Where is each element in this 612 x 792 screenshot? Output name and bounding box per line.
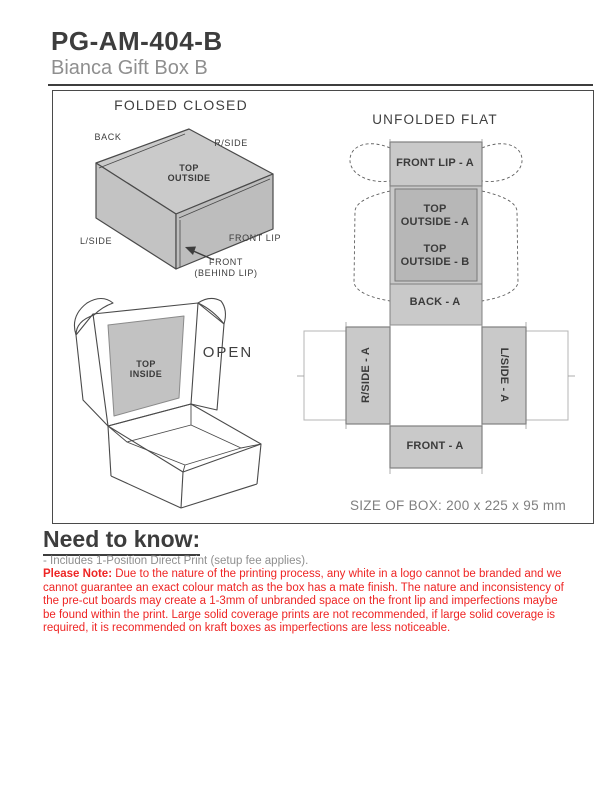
panel-label-top-outside-a: TOP OUTSIDE - A bbox=[400, 203, 470, 228]
label-front-behind-lip: FRONT (BEHIND LIP) bbox=[194, 257, 258, 278]
panel-label-l-side: L/SIDE - A bbox=[498, 347, 510, 403]
please-note-text: Due to the nature of the printing process, any white in a logo cannot be branded and we cannot guarantee an exact colour match as the box has a mate finish. The nature and inconsistency of the pre-cut boards may create a 1-3mm of unbranded space on the front lip and imperfections maybe be found within the print. Large solid coverage prints are not recommended, if large solid coverage is required, it is recommended on kraft boxes as imperfections are less noticeable. bbox=[43, 568, 564, 635]
label-back: BACK bbox=[94, 132, 122, 142]
folded-closed-title: FOLDED CLOSED bbox=[114, 97, 248, 113]
product-name: Bianca Gift Box B bbox=[51, 57, 208, 79]
box-rim bbox=[108, 404, 261, 472]
unfolded-flat-title: UNFOLDED FLAT bbox=[372, 112, 498, 127]
label-top-outside: TOP OUTSIDE bbox=[167, 163, 211, 183]
label-l-side: L/SIDE bbox=[79, 236, 113, 246]
includes-line: - Includes 1-Position Direct Print (setup fee applies). bbox=[43, 555, 309, 567]
bottom-panel bbox=[390, 325, 482, 426]
label-r-side: R/SIDE bbox=[214, 138, 248, 148]
open-box-drawing bbox=[61, 294, 271, 519]
panel-label-top-outside-b: TOP OUTSIDE - B bbox=[400, 243, 470, 268]
panel-label-front-lip: FRONT LIP - A bbox=[396, 157, 474, 169]
left-tuck-flap bbox=[304, 331, 346, 420]
panel-label-front: FRONT - A bbox=[406, 440, 464, 452]
lid-side-flap-left bbox=[76, 314, 108, 426]
size-of-box-note: SIZE OF BOX: 200 x 225 x 95 mm bbox=[349, 498, 567, 513]
product-sku: PG-AM-404-B bbox=[51, 26, 223, 56]
panel-label-back: BACK - A bbox=[409, 296, 461, 308]
panel-label-r-side: R/SIDE - A bbox=[360, 347, 372, 403]
need-to-know-heading: Need to know: bbox=[43, 526, 200, 556]
diagram-frame bbox=[52, 90, 594, 524]
label-top-inside: TOP INSIDE bbox=[129, 359, 163, 379]
header-divider bbox=[48, 84, 593, 86]
please-note-label: Please Note: bbox=[43, 568, 113, 580]
lid-corner-flap-right bbox=[198, 298, 225, 324]
right-tuck-flap bbox=[526, 331, 568, 420]
box-floor bbox=[127, 425, 241, 465]
please-note-paragraph bbox=[43, 568, 565, 636]
label-front-lip: FRONT LIP bbox=[228, 233, 282, 243]
unfolded-flat-drawing bbox=[293, 139, 583, 479]
open-title: OPEN bbox=[202, 344, 254, 361]
